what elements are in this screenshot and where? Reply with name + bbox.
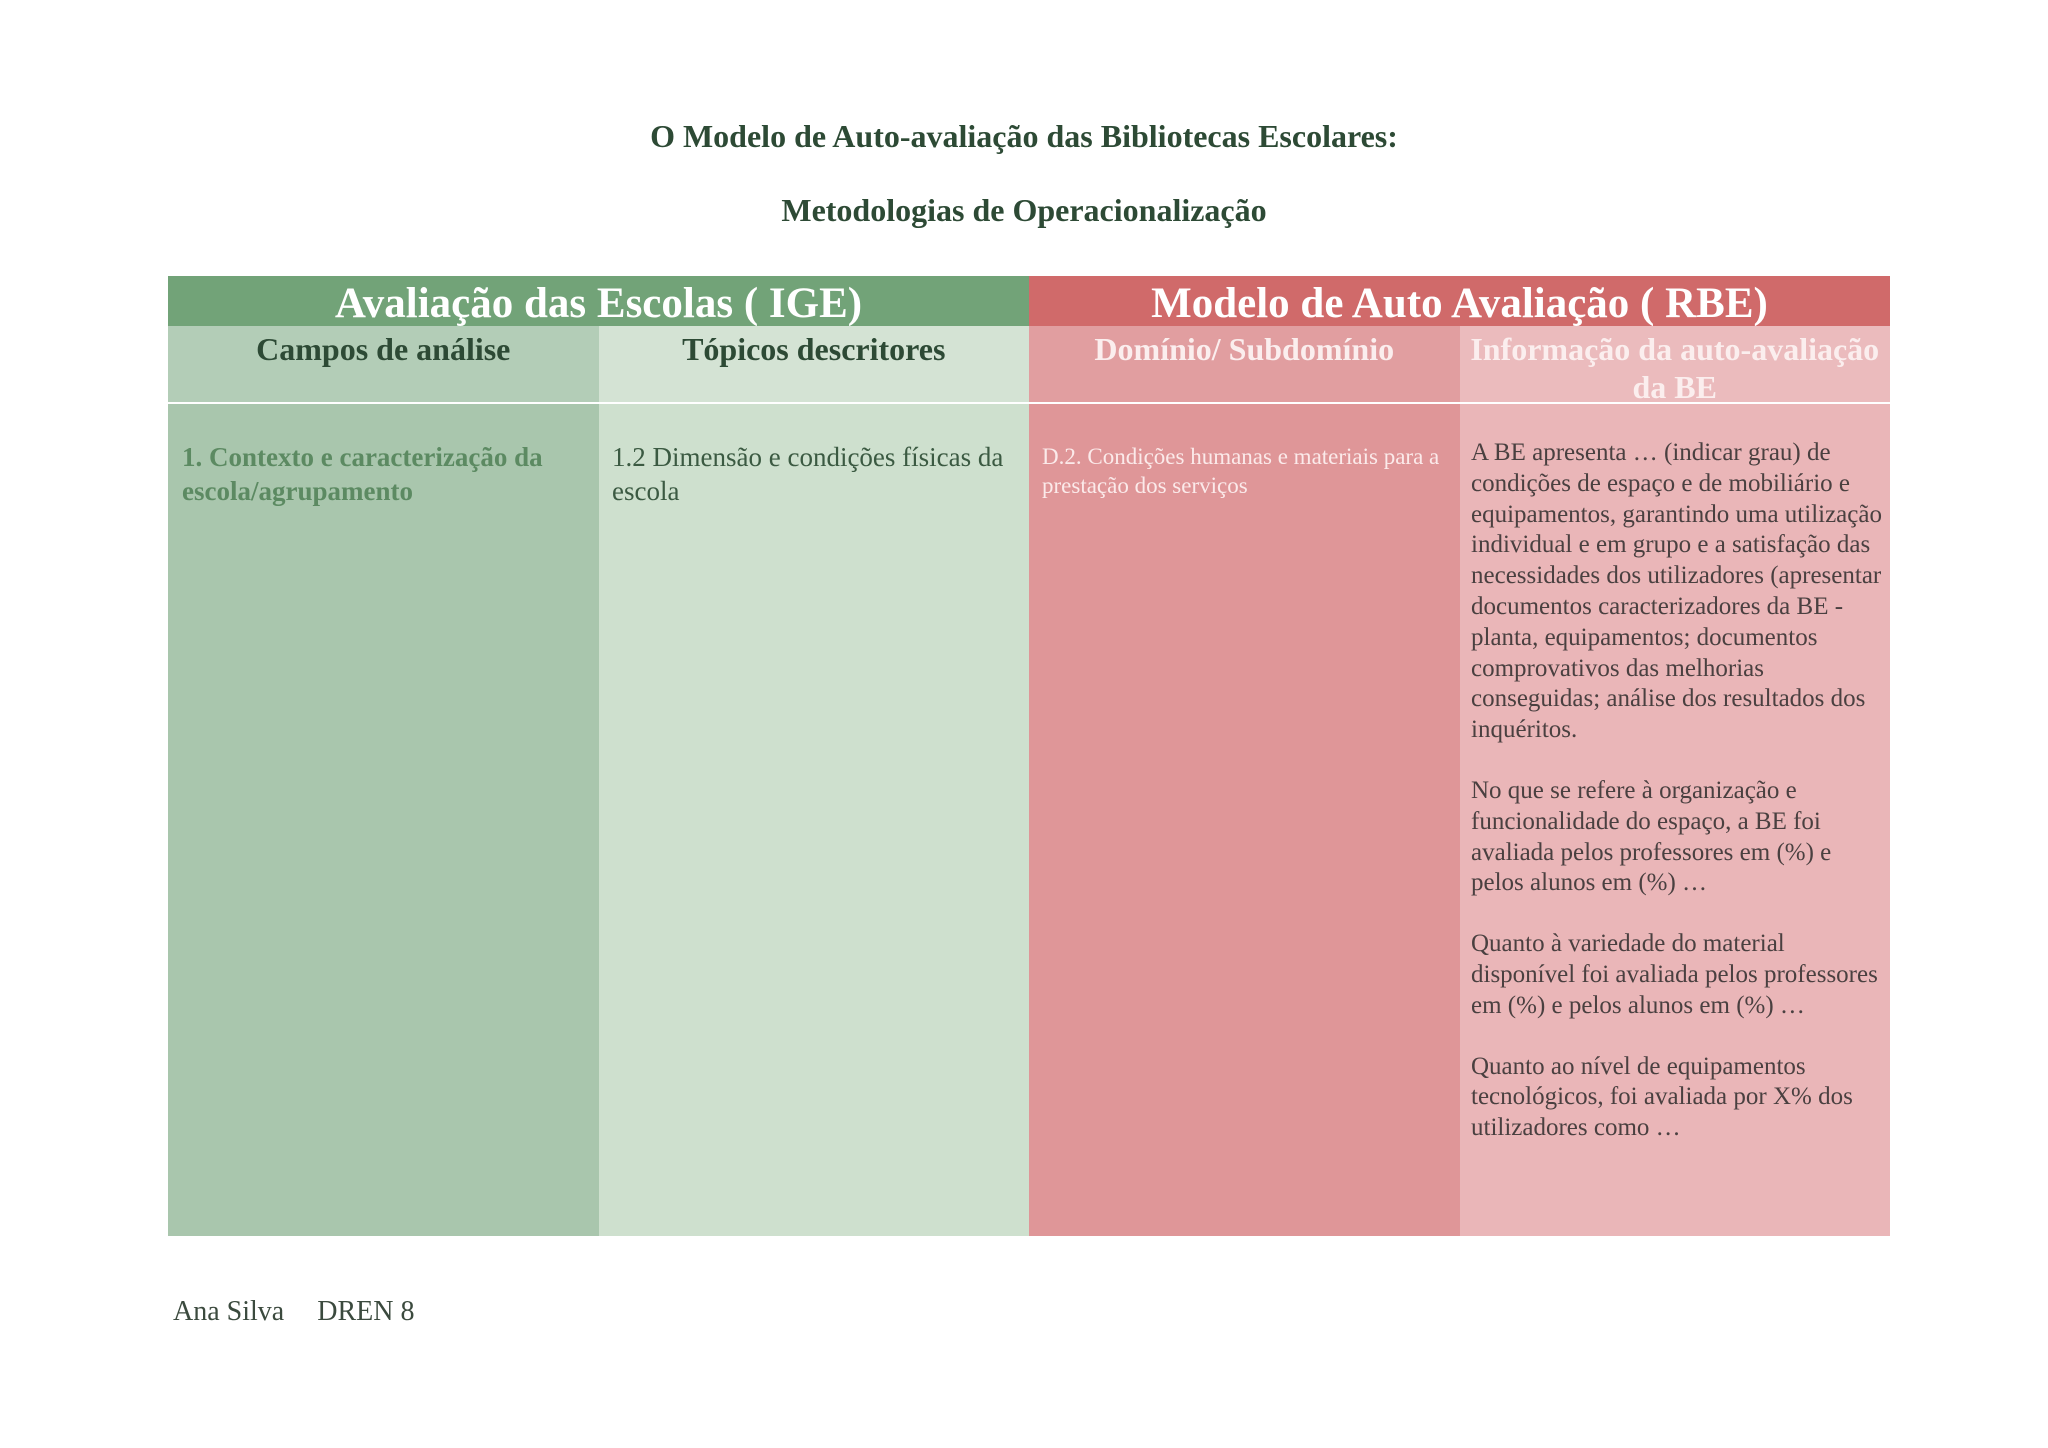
info-paragraph: Quanto à variedade do material disponível foi avaliada pelos professores em (%) e pelos alunos em (%) … xyxy=(1471,930,1878,1019)
band-ige: Avaliação das Escolas ( IGE) xyxy=(168,276,1029,326)
footer-org: DREN 8 xyxy=(317,1296,415,1327)
header-informacao: Informação da auto-avaliação da BE xyxy=(1460,326,1891,404)
cell-campos: 1. Contexto e caracterização da escola/agrupamento xyxy=(182,442,543,506)
comparison-table xyxy=(168,276,1890,1236)
document-title: O Modelo de Auto-avaliação das Bibliotecas Escolares: xyxy=(650,118,1398,154)
header-campos: Campos de análise xyxy=(168,326,599,404)
header-dominio: Domínio/ Subdomínio xyxy=(1029,326,1460,404)
cell-informacao xyxy=(1471,438,1883,1174)
info-paragraph: A BE apresenta … (indicar grau) de condições de espaço e de mobiliário e equipamentos, garantindo uma utilização individual e em grupo e a satisfação das necessidades dos utilizadores (apresentar documentos caracterizadores da BE - planta, equipamentos; documentos comprovativos das melhorias conseguidas; análise dos resultados dos inquéritos. xyxy=(1471,439,1882,744)
header-topicos: Tópicos descritores xyxy=(599,326,1030,404)
cell-dominio: D.2. Condições humanas e materiais para a prestação dos serviços xyxy=(1042,444,1440,498)
cell-topicos: 1.2 Dimensão e condições físicas da escola xyxy=(612,442,1004,506)
band-rbe: Modelo de Auto Avaliação ( RBE) xyxy=(1029,276,1890,326)
footer xyxy=(173,1296,440,1328)
info-paragraph: No que se refere à organização e funcionalidade do espaço, a BE foi avaliada pelos professores em (%) e pelos alunos em (%) … xyxy=(1471,776,1832,897)
footer-author: Ana Silva xyxy=(173,1296,285,1327)
info-paragraph: Quanto ao nível de equipamentos tecnológicos, foi avaliada por X% dos utilizadores como … xyxy=(1471,1052,1853,1142)
document-subtitle: Metodologias de Operacionalização xyxy=(781,192,1267,228)
